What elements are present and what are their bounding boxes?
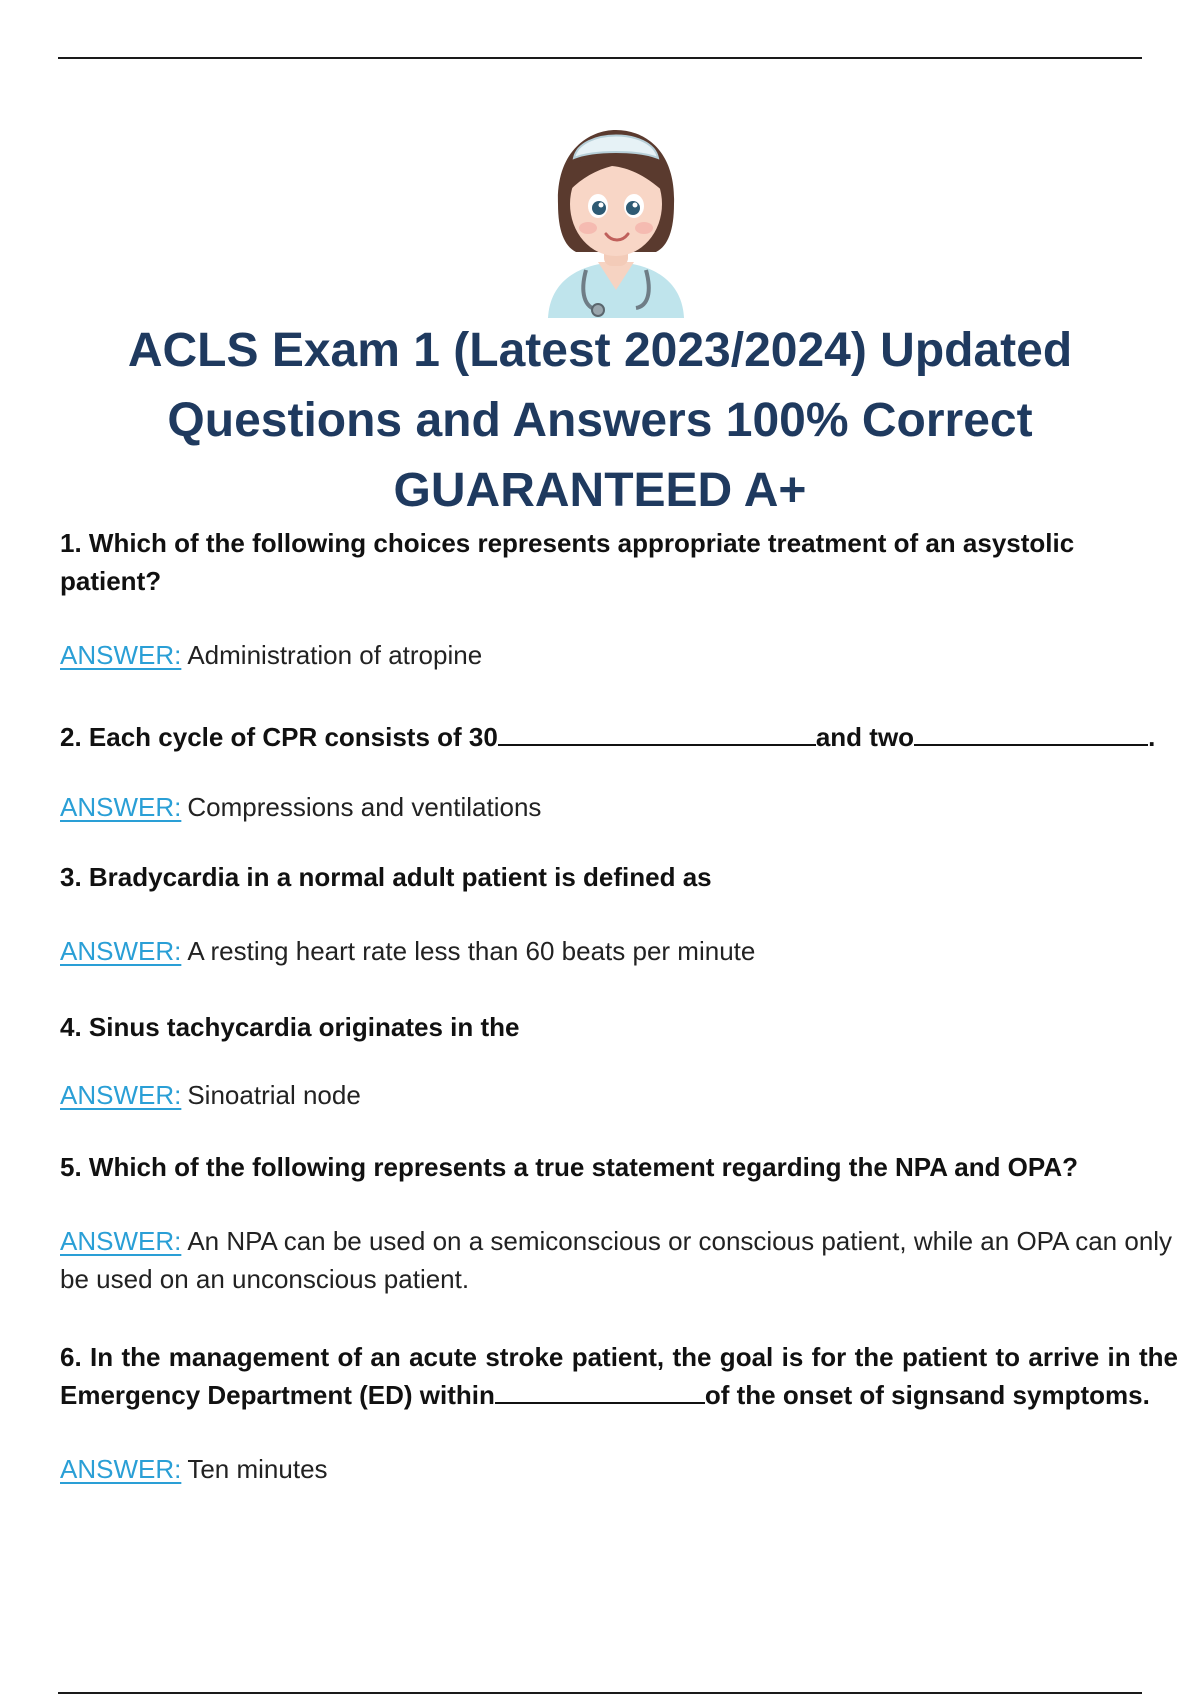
qa-item-1 xyxy=(60,524,1178,674)
question-text: . xyxy=(1148,722,1156,752)
answer-1 xyxy=(60,636,1178,674)
question-4: 4. Sinus tachycardia originates in the xyxy=(60,1012,520,1042)
qa-item-2 xyxy=(60,718,1178,826)
qa-item-6 xyxy=(60,1338,1178,1488)
answer-6 xyxy=(60,1450,1178,1488)
bottom-rule xyxy=(58,1692,1142,1694)
question-text: and two xyxy=(815,722,915,752)
answer-label: ANSWER: xyxy=(60,936,182,966)
document-title xyxy=(60,316,1140,526)
question-5: 5. Which of the following represents a true statement regarding the NPA and OPA? xyxy=(60,1152,1078,1182)
answer-4 xyxy=(60,1076,1178,1114)
answer-5 xyxy=(60,1222,1178,1298)
answer-text: Ten minutes xyxy=(187,1454,328,1484)
answer-2 xyxy=(60,788,1178,826)
question-3: 3. Bradycardia in a normal adult patient is defined as xyxy=(60,862,712,892)
answer-text: A resting heart rate less than 60 beats per minute xyxy=(187,936,756,966)
answer-text: Administration of atropine xyxy=(187,640,483,670)
fill-in-blank xyxy=(498,720,816,746)
question-6 xyxy=(60,1338,1178,1414)
answer-text: Sinoatrial node xyxy=(187,1080,361,1110)
answer-label: ANSWER: xyxy=(60,1226,182,1256)
qa-item-3 xyxy=(60,858,1178,970)
answer-text: An NPA can be used on a semiconscious or conscious patient, while an OPA can only be used on an unconscious patient. xyxy=(60,1226,1173,1294)
answer-label: ANSWER: xyxy=(60,1454,182,1484)
qa-item-4 xyxy=(60,1008,1178,1114)
title-line: Questions and Answers 100% Correct xyxy=(167,394,1033,447)
title-line: GUARANTEED A+ xyxy=(393,464,807,517)
question-1: 1. Which of the following choices represents appropriate treatment of an asystolic patient? xyxy=(60,528,1075,596)
top-rule xyxy=(58,57,1142,59)
fill-in-blank xyxy=(914,720,1148,746)
qa-item-5 xyxy=(60,1148,1178,1298)
answer-label: ANSWER: xyxy=(60,640,182,670)
answer-label: ANSWER: xyxy=(60,1080,182,1110)
answer-3 xyxy=(60,932,1178,970)
fill-in-blank xyxy=(495,1378,705,1404)
question-2 xyxy=(60,718,1178,756)
answer-text: Compressions and ventilations xyxy=(187,792,542,822)
title-line: ACLS Exam 1 (Latest 2023/2024) Updated xyxy=(127,324,1073,377)
question-text: of the onset of signsand symptoms. xyxy=(704,1380,1150,1410)
nurse-avatar-icon xyxy=(528,112,704,318)
question-text: 6. In the management of an acute stroke patient, the goal is for the patient to arrive in the Emergency Department (ED) within xyxy=(60,1342,1178,1410)
answer-label: ANSWER: xyxy=(60,792,182,822)
question-text: 2. Each cycle of CPR consists of 30 xyxy=(60,722,498,752)
